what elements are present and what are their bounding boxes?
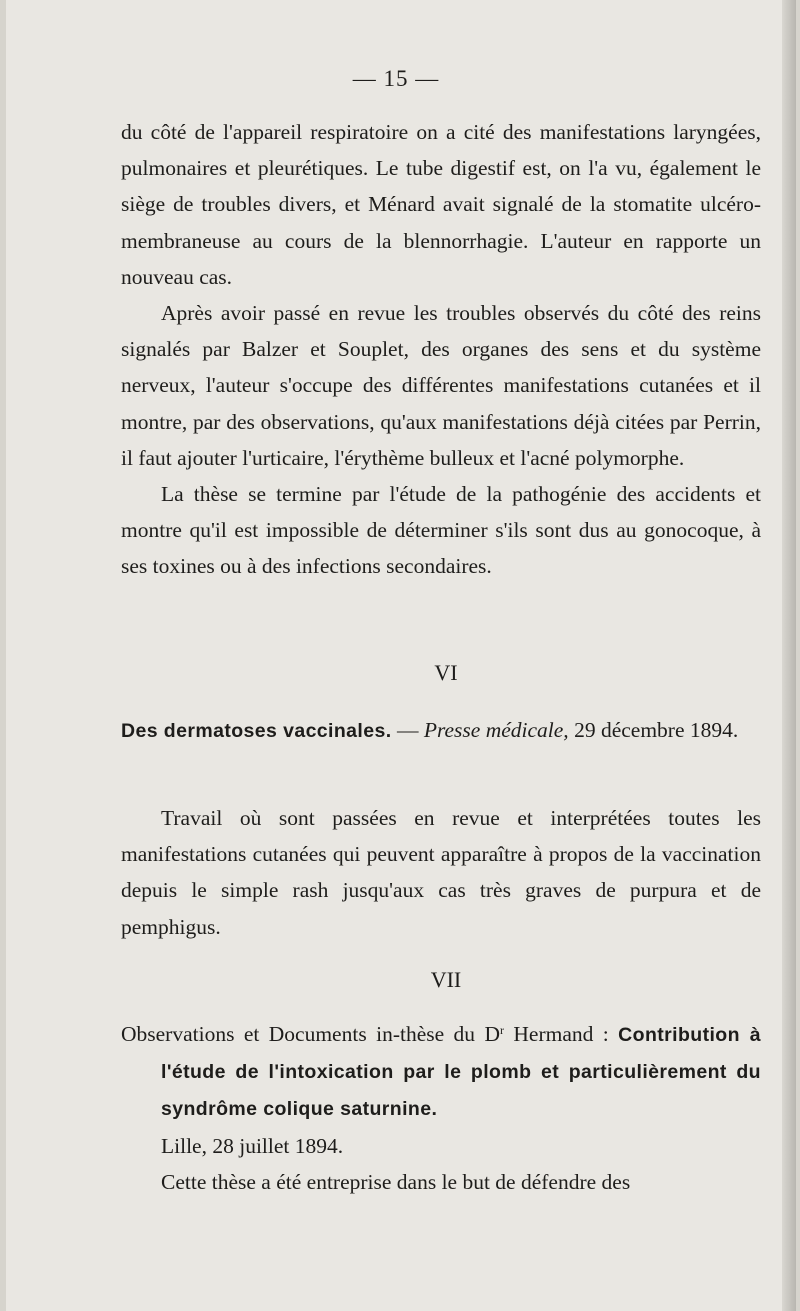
section-vi-dash: — — [391, 718, 424, 742]
page-edge-shadow — [782, 0, 796, 1311]
section-vii-body: Cette thèse a été entreprise dans le but de défendre des — [161, 1169, 631, 1194]
section-vii-numeral: VII — [430, 967, 462, 992]
section-vii-intro: Observations et Documents in-thèse du D — [121, 1022, 500, 1046]
text-block-top — [121, 114, 761, 585]
section-vi-body-block — [121, 800, 761, 945]
section-vi-body: Travail où sont passées en revue et interprétées toutes les manifestations cutanées qui peuvent apparaître à propos de la vaccination depuis le simple rash jusqu'aux cas très graves de purpura et de pemphigus. — [121, 806, 761, 939]
paragraph-1: du côté de l'appareil respiratoire on a cité des manifestations laryngées, pulmonaires et pleurétiques. Le tube digestif est, on l'a vu, également le siège de troubles divers, et Ménard avait signalé de la stomatite ulcéro-membraneuse au cours de la blennorrhagie. L'auteur en rapporte un nouveau cas. — [121, 120, 761, 289]
section-vii-title: Contribution à l'étude de l'intoxication par le plomb et particulièrement du syndrôme colique saturnine. — [161, 1024, 762, 1121]
document-page — [6, 0, 786, 1311]
section-vi-title: Des dermatoses vaccinales. — [121, 720, 392, 742]
section-vii-author: Hermand : — [503, 1022, 619, 1046]
section-vi — [121, 712, 761, 749]
section-vi-heading — [121, 712, 761, 749]
section-vi-date: 29 décembre 1894. — [568, 718, 739, 742]
section-vii-place-date: Lille, 28 juillet 1894. — [161, 1133, 344, 1158]
section-vi-journal: Presse médicale, — [423, 718, 569, 742]
section-vii-heading — [121, 1016, 761, 1128]
page-number: — 15 — — [352, 66, 440, 91]
section-vii — [121, 1016, 761, 1200]
paragraph-3: La thèse se termine par l'étude de la pathogénie des accidents et montre qu'il est impossible de déterminer s'ils sont dus au gonocoque, à ses toxines ou à des infections secondaires. — [121, 482, 761, 579]
section-vi-numeral: VI — [434, 660, 458, 685]
section-vii-sup: r — [499, 1023, 504, 1037]
paragraph-2: Après avoir passé en revue les troubles observés du côté des reins signalés par Balzer et Souplet, des organes des sens et du système nerveux, l'auteur s'occupe des différentes manifestations cutanées et il montre, par des observations, qu'aux manifestations déjà citées par Perrin, il faut ajouter l'urticaire, l'érythème bulleux et l'acné polymorphe. — [121, 301, 761, 470]
